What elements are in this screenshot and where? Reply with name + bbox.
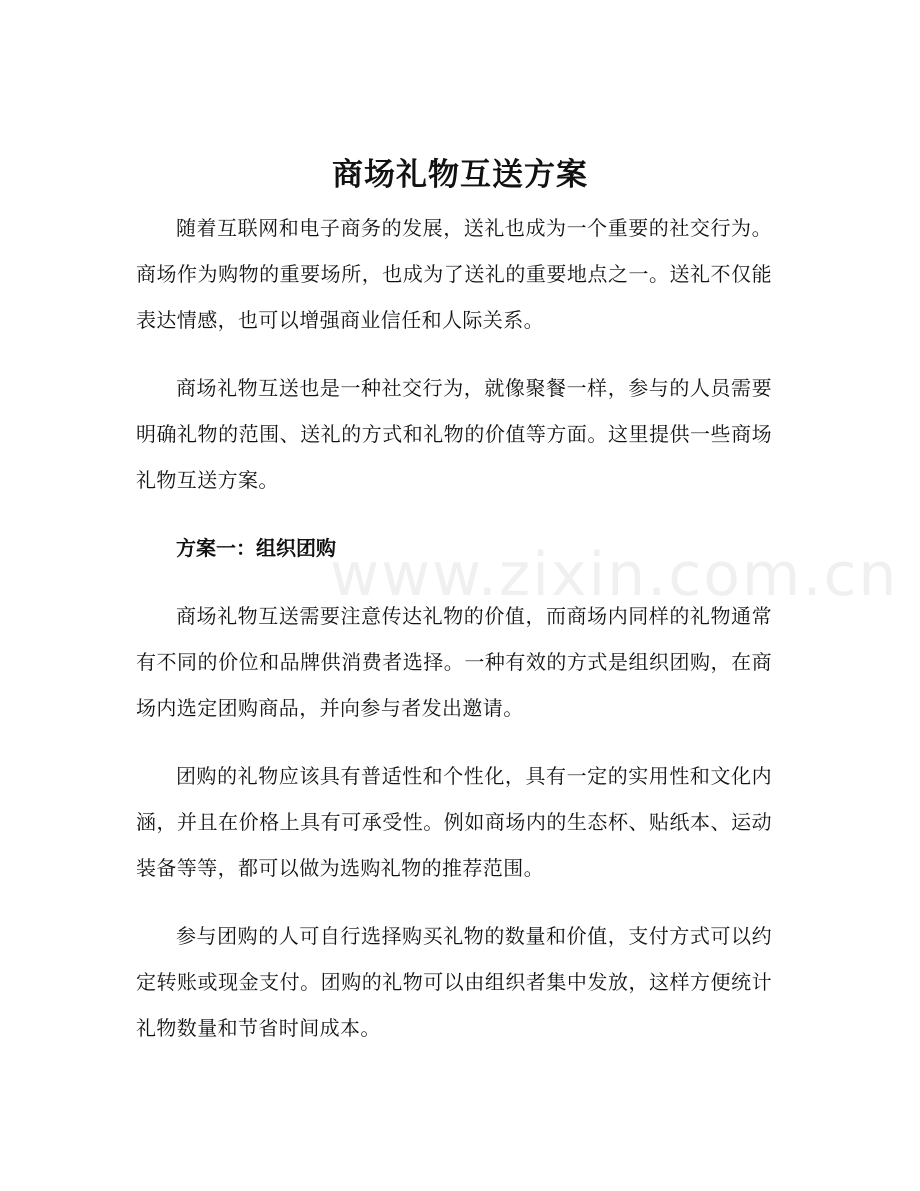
page-title: 商场礼物互送方案 (332, 157, 588, 193)
intro-paragraph-2: 商场礼物互送也是一种社交行为，就像聚餐一样，参与的人员需要明确礼物的范围、送礼的方式和礼物的价值等方面。这里提供一些商场礼物互送方案。 (136, 376, 772, 492)
intro-paragraph-1: 随着互联网和电子商务的发展，送礼也成为一个重要的社交行为。商场作为购物的重要场所，也成为了送礼的重要地点之一。送礼不仅能表达情感，也可以增强商业信任和人际关系。 (136, 216, 772, 332)
section-paragraph-1: 商场礼物互送需要注意传达礼物的价值，而商场内同样的礼物通常有不同的价位和品牌供消费者选择。一种有效的方式是组织团购，在商场内选定团购商品，并向参与者发出邀请。 (136, 604, 772, 720)
section-heading-plan-1: 方案一：组织团购 (176, 536, 336, 560)
section-paragraph-3: 参与团购的人可自行选择购买礼物的数量和价值，支付方式可以约定转账或现金支付。团购的礼物可以由组织者集中发放，这样方便统计礼物数量和节省时间成本。 (136, 924, 772, 1040)
watermark-text: www.zixin.com.cn (330, 540, 899, 610)
section-paragraph-2: 团购的礼物应该具有普适性和个性化，具有一定的实用性和文化内涵，并且在价格上具有可承受性。例如商场内的生态杯、贴纸本、运动装备等等，都可以做为选购礼物的推荐范围。 (136, 764, 772, 880)
document-body (136, 205, 772, 1073)
